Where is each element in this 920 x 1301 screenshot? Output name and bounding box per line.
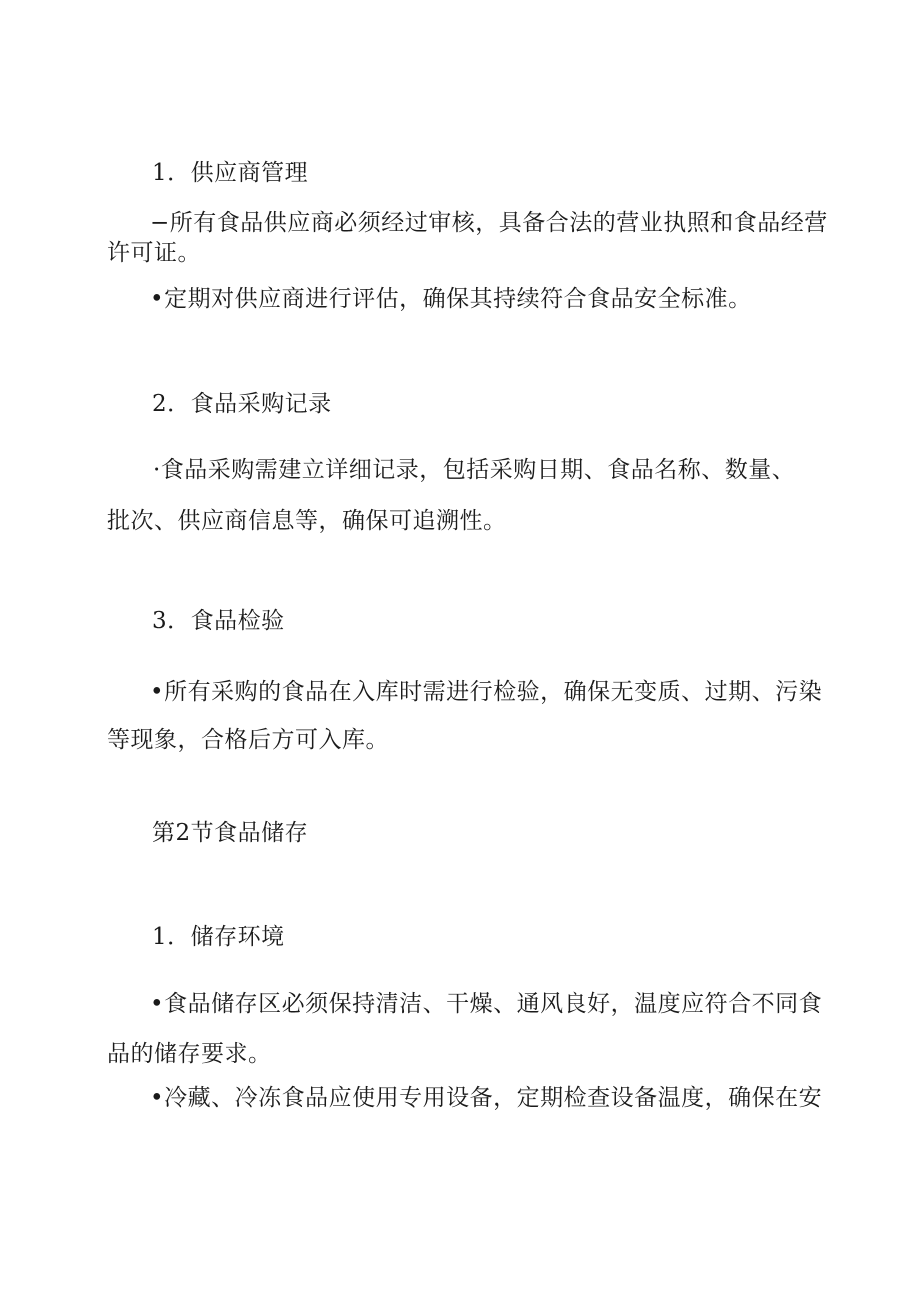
supplier-evaluation-text: •定期对供应商进行评估，确保其持续符合食品安全标准。: [150, 286, 752, 312]
food-inspection-heading: 3．食品检验: [152, 608, 285, 634]
food-inspection-text-line2: 等现象，合格后方可入库。: [107, 727, 389, 753]
purchase-record-text-line2: 批次、供应商信息等，确保可追溯性。: [107, 508, 507, 534]
storage-environment-heading: 1．储存环境: [152, 924, 285, 950]
supplier-audit-text-line1: −所有食品供应商必须经过审核，具备合法的营业执照和食品经营: [150, 210, 828, 236]
purchase-record-heading: 2．食品采购记录: [152, 391, 332, 417]
cold-storage-text-line1: •冷藏、冷冻食品应使用专用设备，定期检查设备温度，确保在安: [150, 1085, 823, 1111]
supplier-management-heading: 1．供应商管理: [152, 160, 309, 186]
storage-area-text-line2: 品的储存要求。: [107, 1041, 272, 1067]
chapter-title: 第2节食品储存: [152, 820, 309, 846]
purchase-record-text-line1: ·食品采购需建立详细记录，包括采购日期、食品名称、数量、: [153, 457, 796, 483]
supplier-audit-text-line2: 许可证。: [107, 240, 201, 266]
food-inspection-text-line1: •所有采购的食品在入库时需进行检验，确保无变质、过期、污染: [150, 679, 823, 705]
storage-area-text-line1: •食品储存区必须保持清洁、干燥、通风良好，温度应符合不同食: [150, 991, 823, 1017]
